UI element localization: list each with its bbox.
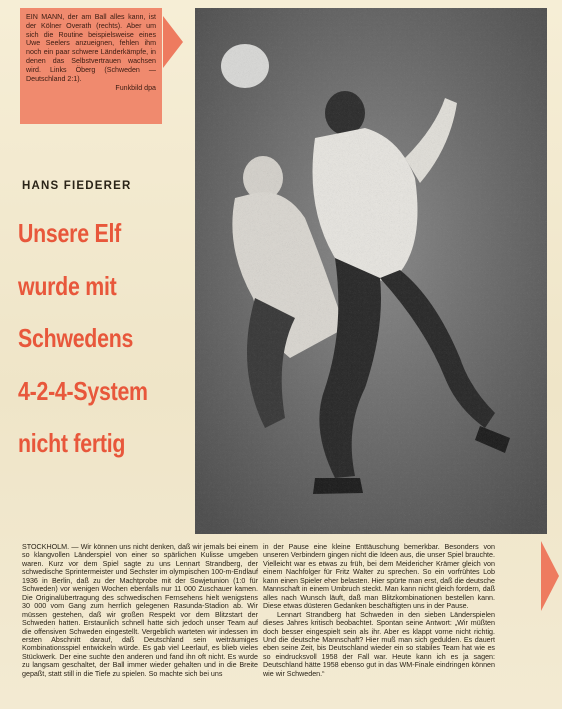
photo-credit: Funkbild dpa — [115, 84, 156, 93]
football-action-photo — [195, 8, 547, 534]
article-paragraph: Lennart Strandberg hat Schweden in den sieben Länderspielen dieses Jahres kritisch beobachtet. Spontan seine Antwort: „Wir müßten doch besser eingespielt sein als ihr. Aber es klappt vorne nicht richtig. Und die deutsche Mannschaft? Hier muß man sich gedulden. Es dauert eben seine Zeit, bis Deutschland wieder ein so stabiles Team hat wie es so eindrucksvoll 1958 der Fall war. Heute kann ich es ja sagen: Deutschland hätte 1958 ebenso gut in das WM-Finale eindringen können wie wir Schweden.“ — [263, 610, 495, 678]
photo-caption-text: EIN MANN, der am Ball alles kann, ist der Kölner Overath (rechts). Aber um sich die Routine beispielsweise eines Uwe Seelers anzueignen, fehlen ihm noch ein paar schwere Länderkämpfe, in denen das Selbstvertrauen wachsen wird. Links Öberg (Schweden — Deutschland 2:1). — [26, 13, 156, 83]
headline-line-3: Schwedens — [18, 323, 134, 353]
headline-line-1: Unsere Elf — [18, 218, 121, 248]
article-headline — [18, 207, 162, 470]
caption-pointer-arrow-icon — [163, 16, 183, 68]
headline-line-2: wurde mit — [18, 270, 117, 301]
football-photo-illustration — [195, 8, 547, 534]
article-paragraph: STOCKHOLM. — Wir können uns nicht denken, daß wir jemals bei einem so klangvollen Länderspiel von einer so spärlichen Kulisse umgeben waren. Kurz vor dem Spiel sagte zu uns Lennart Strandberg, der schwedische Sprintermeister und Sechster im olympischen 100-m-Endlauf 1936 in Berlin, daß zu der Machtprobe mit der Sowjetunion (1:0 für Schweden) vor wenigen Wochen ebenfalls nur 11 000 Zuschauer kamen. Die Originalübertragung des schwedischen Fernsehens hielt wenigstens 30 000 vom Gang zum herrlich gelegenen Rasunda-Stadion ab. Wir müssen gestehen, daß wir großen Respekt vor dem Blitzstart der Schweden hatten. Erstaunlich schnell hatte sich jedoch unser Team auf die offensiven Schweden eingestellt. Vergeblich warteten wir indessen im ersten Abschnitt darauf, daß Deutschland sein weiträumiges Kombinationsspiel entwickeln würde. Es gab viel Leerlauf, es blieb vieles Stückwerk. Der eine suchte den anderen und fand ihn oft nicht. Es wurde zu langsam geschaltet, der Ball immer wieder gehalten und in die Breite gepaßt, statt still in die Tiefe zu spielen. So machte sich bei uns — [22, 543, 258, 678]
article-paragraph: in der Pause eine kleine Enttäuschung bemerkbar. Besonders von unseren Verbindern gingen nicht die Ideen aus, die unser Spiel brauchte. Vielleicht war es etwas zu früh, bei dem Meidericher Krämer gleich von einem Nachfolger für Fritz Walter zu sprechen. So ein vorfrühtes Lob kann einen Spieler eher belasten. Hier spürte man erst, daß die deutsche Mannschaft in einem Umbruch steckt. Man kann nicht gleich fordern, daß alles nach Wunsch läuft, daß man Blitzkombinationen bestellen kann. Diese etwas düsteren Gedanken beschäftigten uns in der Pause. — [263, 543, 495, 611]
article-column-left — [22, 543, 258, 678]
headline-line-4: 4-2-4-System — [18, 375, 148, 406]
author-byline: HANS FIEDERER — [22, 180, 132, 192]
photo-caption-box — [20, 8, 162, 124]
article-column-right — [263, 543, 495, 678]
headline-line-5: nicht fertig — [18, 428, 126, 458]
continue-arrow-icon — [541, 541, 559, 611]
